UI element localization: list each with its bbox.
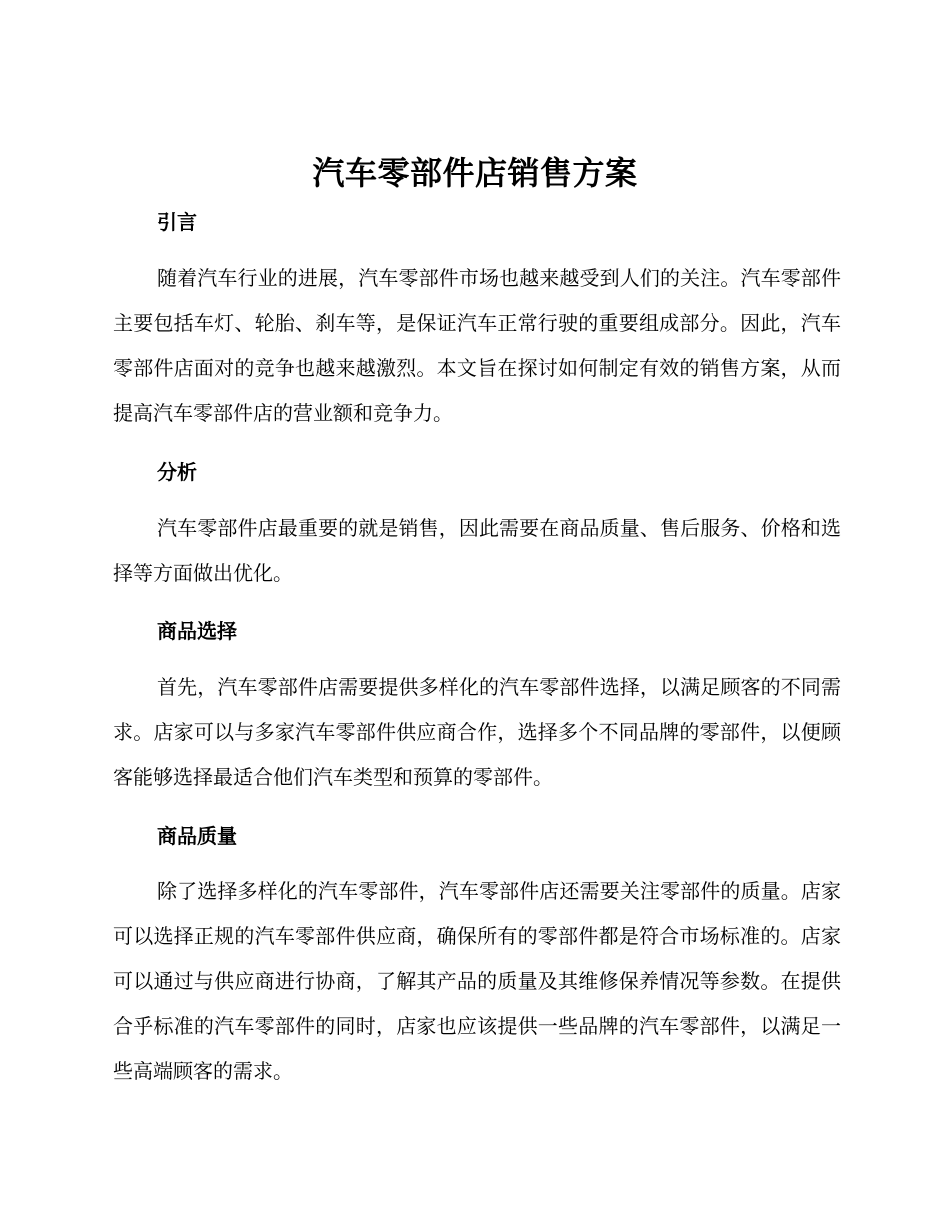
section-heading-product-selection: 商品选择 [157, 619, 237, 643]
section-body-introduction: 随着汽车行业的进展，汽车零部件市场也越来越受到人们的关注。汽车零部件主要包括车灯、轮胎、刹车等，是保证汽车正常行驶的重要组成部分。因此，汽车零部件店面对的竞争也越来越激烈。本文旨在探讨如何制定有效的销售方案，从而提高汽车零部件店的营业额和竞争力。 [113, 266, 841, 425]
section-heading-analysis: 分析 [157, 460, 197, 484]
section-heading-introduction: 引言 [157, 210, 197, 234]
section-body-analysis: 汽车零部件店最重要的就是销售，因此需要在商品质量、售后服务、价格和选择等方面做出优化。 [113, 516, 841, 585]
document-title: 汽车零部件店销售方案 [312, 154, 638, 192]
section-heading-product-quality: 商品质量 [157, 824, 237, 848]
section-body-product-quality: 除了选择多样化的汽车零部件，汽车零部件店还需要关注零部件的质量。店家可以选择正规的汽车零部件供应商，确保所有的零部件都是符合市场标准的。店家可以通过与供应商进行协商，了解其产品的质量及其维修保养情况等参数。在提供合乎标准的汽车零部件的同时，店家也应该提供一些品牌的汽车零部件，以满足一些高端顾客的需求。 [113, 879, 841, 1083]
section-body-product-selection: 首先，汽车零部件店需要提供多样化的汽车零部件选择，以满足顾客的不同需求。店家可以与多家汽车零部件供应商合作，选择多个不同品牌的零部件，以便顾客能够选择最适合他们汽车类型和预算的零部件。 [113, 675, 841, 789]
